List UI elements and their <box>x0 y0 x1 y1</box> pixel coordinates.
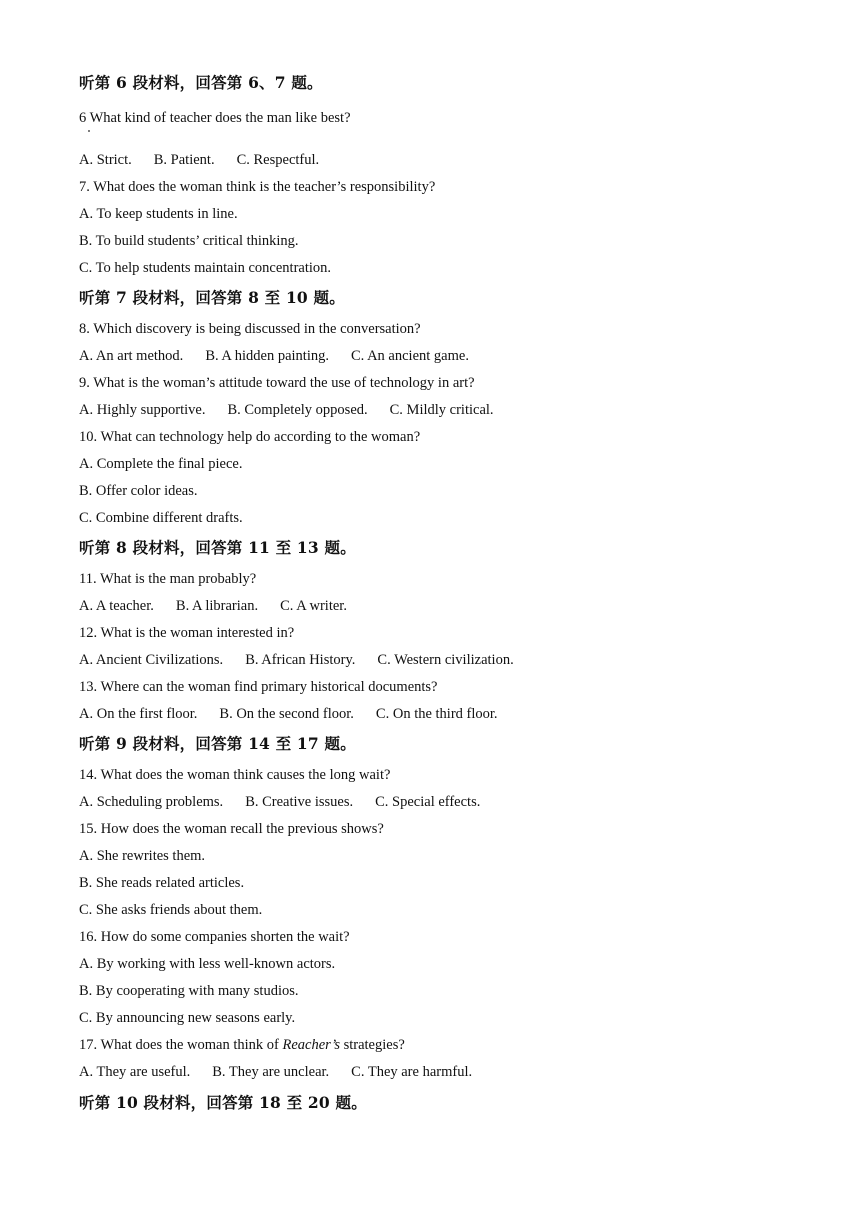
option-b: B. They are unclear. <box>212 1064 330 1080</box>
question-7-stem: 7. What does the woman think is the teacher’s responsibility? <box>79 179 436 195</box>
option-a: A. Scheduling problems. <box>79 794 224 810</box>
question-11-stem: 11. What is the man probably? <box>79 571 257 587</box>
option-c: C. An ancient game. <box>350 348 469 364</box>
option-a: A. On the first floor. <box>79 706 198 722</box>
option-c: C. Western civilization. <box>377 652 514 668</box>
option-c: C. A writer. <box>280 598 347 614</box>
option-c: C. Special effects. <box>375 794 481 810</box>
option-a: A. Highly supportive. <box>79 402 206 418</box>
question-6-options <box>79 150 319 170</box>
question-14-stem: 14. What does the woman think causes the long wait? <box>79 767 391 783</box>
question-17-title-italic: Reacher’s <box>282 1037 340 1053</box>
section-heading-10: 听第 10 段材料，回答第 18 至 20 题。 <box>79 1093 367 1112</box>
question-16-option-c: C. By announcing new seasons early. <box>79 1010 296 1026</box>
question-12-options <box>79 650 514 670</box>
question-17-stem <box>79 1035 405 1055</box>
section-heading-6: 听第 6 段材料，回答第 6、7 题。 <box>79 73 323 92</box>
question-15-option-b: B. She reads related articles. <box>79 875 245 891</box>
option-a: A. An art method. <box>79 348 184 364</box>
question-16-stem: 16. How do some companies shorten the wait? <box>79 929 350 945</box>
option-a: A. A teacher. <box>79 598 154 614</box>
option-a: A. They are useful. <box>79 1064 191 1080</box>
question-15-stem: 15. How does the woman recall the previous shows? <box>79 821 384 837</box>
question-9-options <box>79 400 494 420</box>
section-heading-9: 听第 9 段材料，回答第 14 至 17 题。 <box>79 734 356 753</box>
question-12-stem: 12. What is the woman interested in? <box>79 625 295 641</box>
question-8-options <box>79 346 469 366</box>
question-17-stem-start: 17. What does the woman think of <box>79 1037 283 1053</box>
section-heading-7: 听第 7 段材料，回答第 8 至 10 题。 <box>79 288 345 307</box>
question-11-options <box>79 596 347 616</box>
option-b: B. A hidden painting. <box>205 348 329 364</box>
question-7-option-c: C. To help students maintain concentration. <box>79 260 332 276</box>
stray-mark <box>88 130 90 132</box>
question-15-option-a: A. She rewrites them. <box>79 848 206 864</box>
option-c: C. They are harmful. <box>351 1064 473 1080</box>
option-c: C. Mildly critical. <box>389 402 494 418</box>
question-13-stem: 13. Where can the woman find primary historical documents? <box>79 679 438 695</box>
option-c: C. On the third floor. <box>375 706 498 722</box>
option-b: B. On the second floor. <box>219 706 354 722</box>
question-17-options <box>79 1062 472 1082</box>
question-6-stem: 6 What kind of teacher does the man like best? <box>79 110 351 126</box>
question-13-options <box>79 704 498 724</box>
question-9-stem: 9. What is the woman’s attitude toward the use of technology in art? <box>79 375 475 391</box>
question-15-option-c: C. She asks friends about them. <box>79 902 263 918</box>
option-b: B. A librarian. <box>175 598 259 614</box>
question-7-option-a: A. To keep students in line. <box>79 206 238 222</box>
question-10-option-c: C. Combine different drafts. <box>79 510 243 526</box>
question-7-option-b: B. To build students’ critical thinking. <box>79 233 299 249</box>
option-b: B. Creative issues. <box>245 794 354 810</box>
option-a: A. Strict. <box>79 152 132 168</box>
option-b: B. Patient. <box>153 152 215 168</box>
question-10-stem: 10. What can technology help do according to the woman? <box>79 429 421 445</box>
question-16-option-b: B. By cooperating with many studios. <box>79 983 299 999</box>
question-16-option-a: A. By working with less well-known actors. <box>79 956 336 972</box>
option-b: B. Completely opposed. <box>227 402 368 418</box>
option-c: C. Respectful. <box>236 152 320 168</box>
option-b: B. African History. <box>245 652 356 668</box>
question-17-stem-end: strategies? <box>339 1037 405 1053</box>
question-10-option-b: B. Offer color ideas. <box>79 483 198 499</box>
option-a: A. Ancient Civilizations. <box>79 652 224 668</box>
question-8-stem: 8. Which discovery is being discussed in the conversation? <box>79 321 421 337</box>
question-14-options <box>79 792 480 812</box>
question-10-option-a: A. Complete the final piece. <box>79 456 243 472</box>
section-heading-8: 听第 8 段材料，回答第 11 至 13 题。 <box>79 538 356 557</box>
